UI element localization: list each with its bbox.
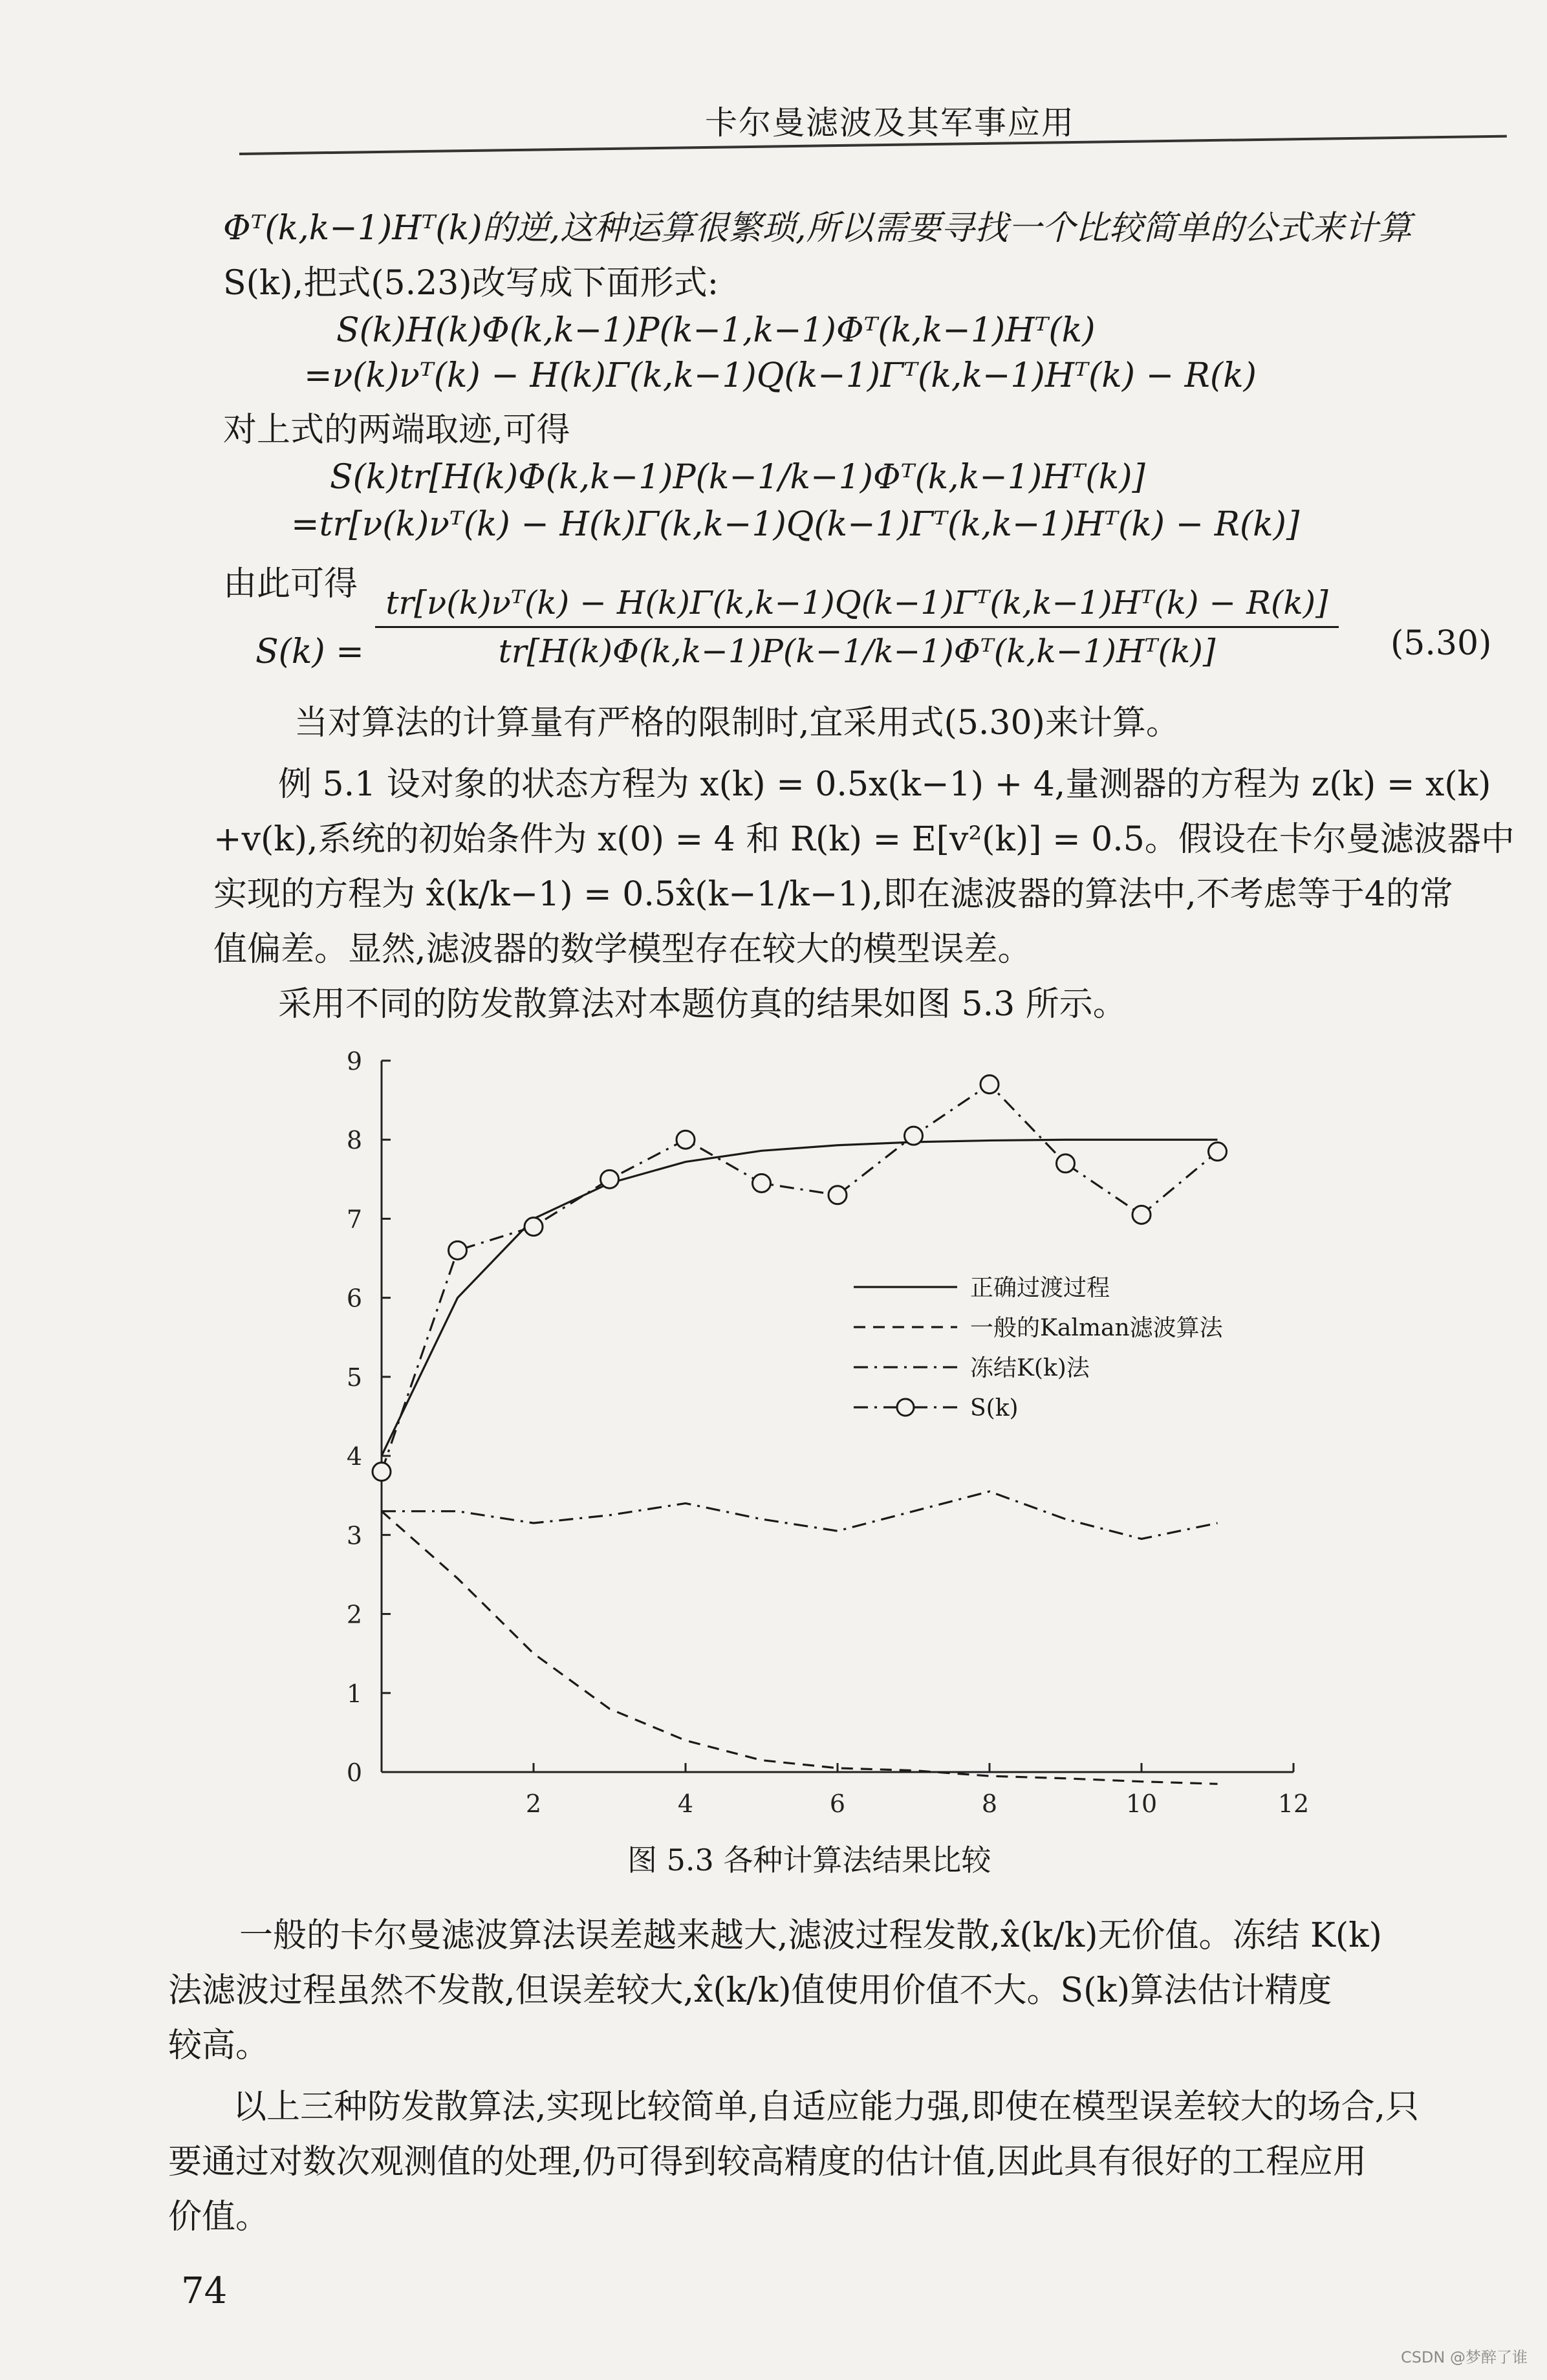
conclusion-line: 较高。 [168, 2026, 270, 2065]
data-point-marker [1209, 1143, 1227, 1161]
conclusion-line: 一般的卡尔曼滤波算法误差越来越大,滤波过程发散,x̂(k/k)无价值。冻结 K(k) [239, 1916, 1382, 1955]
x-tick-label: 8 [981, 1790, 998, 1818]
conclusion-line: 以上三种防发散算法,实现比较简单,自适应能力强,即使在模型误差较大的场合,只 [233, 2088, 1420, 2126]
body-line: Φᵀ(k,k−1)Hᵀ(k)的逆,这种运算很繁琐,所以需要寻找一个比较简单的公式来计算 [223, 209, 1412, 248]
body-line: 由此可得 [223, 565, 358, 603]
data-point-marker [676, 1130, 695, 1149]
series-line [382, 1491, 1218, 1539]
fraction-denominator: tr[H(k)Φ(k,k−1)P(k−1/k−1)Φᵀ(k,k−1)Hᵀ(k)] [498, 633, 1216, 670]
equation-fraction [375, 582, 1339, 672]
data-point-marker [449, 1241, 467, 1259]
legend-marker [897, 1399, 914, 1416]
figure-caption: 图 5.3 各种计算法结果比较 [627, 1843, 991, 1877]
equation-number: (5.30) [1390, 624, 1492, 663]
y-tick-label: 0 [346, 1758, 362, 1787]
paragraph-line: 实现的方程为 x̂(k/k−1) = 0.5x̂(k−1/k−1),即在滤波器的算法中,不考虑等于4的常 [213, 875, 1453, 914]
data-point-marker [828, 1186, 847, 1204]
conclusion-line: 要通过对数次观测值的处理,仍可得到较高精度的估计值,因此具有很好的工程应用 [168, 2143, 1367, 2181]
conclusion-line: 法滤波过程虽然不发散,但误差较大,x̂(k/k)值使用价值不大。S(k)算法估计精度 [168, 1971, 1332, 2010]
paragraph-line: 例 5.1 设对象的状态方程为 x(k) = 0.5x(k−1) + 4,量测器的方程为 z(k) = x(k) [278, 765, 1491, 804]
page-number: 74 [181, 2270, 228, 2312]
equation-line: =ν(k)νᵀ(k) − H(k)Γ(k,k−1)Q(k−1)Γᵀ(k,k−1)Hᵀ(k) − R(k) [304, 356, 1257, 395]
legend-label: 正确过渡过程 [970, 1275, 1110, 1301]
equation-line: S(k)H(k)Φ(k,k−1)P(k−1,k−1)Φᵀ(k,k−1)Hᵀ(k) [336, 311, 1096, 350]
data-point-marker [1132, 1206, 1151, 1224]
data-point-marker [525, 1218, 543, 1236]
y-tick-label: 5 [346, 1363, 362, 1392]
legend-label: S(k) [970, 1395, 1019, 1422]
legend-label: 冻结K(k)法 [970, 1355, 1090, 1381]
y-tick-label: 8 [346, 1126, 362, 1155]
data-point-marker [1057, 1154, 1075, 1173]
running-header: 卡尔曼滤波及其军事应用 [705, 104, 1075, 142]
paragraph-line: +v(k),系统的初始条件为 x(0) = 4 和 R(k) = E[v²(k)] = 0.5。假设在卡尔曼滤波器中 [213, 820, 1515, 859]
equation-line: =tr[ν(k)νᵀ(k) − H(k)Γ(k,k−1)Q(k−1)Γᵀ(k,k−1)Hᵀ(k) − R(k)] [291, 505, 1300, 544]
x-tick-label: 4 [677, 1790, 694, 1818]
data-point-marker [753, 1174, 771, 1192]
watermark: CSDN @梦醉了谁 [1400, 2348, 1528, 2366]
x-tick-label: 12 [1277, 1790, 1310, 1818]
x-tick-label: 6 [829, 1790, 846, 1818]
y-tick-label: 6 [346, 1284, 362, 1313]
y-tick-label: 3 [346, 1521, 362, 1550]
y-tick-label: 7 [346, 1205, 362, 1234]
data-point-marker [980, 1076, 999, 1094]
data-point-marker [601, 1170, 619, 1188]
data-point-marker [373, 1463, 391, 1481]
paragraph-line: 采用不同的防发散算法对本题仿真的结果如图 5.3 所示。 [278, 985, 1127, 1024]
equation-line: S(k)tr[H(k)Φ(k,k−1)P(k−1/k−1)Φᵀ(k,k−1)Hᵀ(k)] [330, 458, 1145, 497]
fraction-numerator: tr[ν(k)νᵀ(k) − H(k)Γ(k,k−1)Q(k−1)Γᵀ(k,k−1)Hᵀ(k) − R(k)] [385, 584, 1328, 622]
data-point-marker [905, 1127, 923, 1145]
equation-lhs: S(k) = [255, 633, 364, 671]
x-tick-label: 10 [1125, 1790, 1158, 1818]
conclusion-line: 价值。 [168, 2198, 270, 2236]
legend-label: 一般的Kalman滤波算法 [970, 1315, 1223, 1341]
figure-5-3 [323, 1041, 1319, 1856]
chart-svg [323, 1041, 1319, 1856]
body-line: 对上式的两端取迹,可得 [223, 411, 570, 449]
paragraph-line: 值偏差。显然,滤波器的数学模型存在较大的模型误差。 [213, 930, 1032, 969]
body-line: S(k),把式(5.23)改写成下面形式: [223, 264, 719, 303]
y-tick-label: 1 [346, 1679, 362, 1708]
y-tick-label: 9 [346, 1047, 362, 1076]
fraction-bar [375, 626, 1339, 628]
x-tick-label: 2 [525, 1790, 542, 1818]
series-line [382, 1511, 1218, 1784]
paragraph-line: 当对算法的计算量有严格的限制时,宜采用式(5.30)来计算。 [294, 704, 1180, 742]
y-tick-label: 4 [346, 1442, 362, 1471]
y-tick-label: 2 [346, 1600, 362, 1629]
